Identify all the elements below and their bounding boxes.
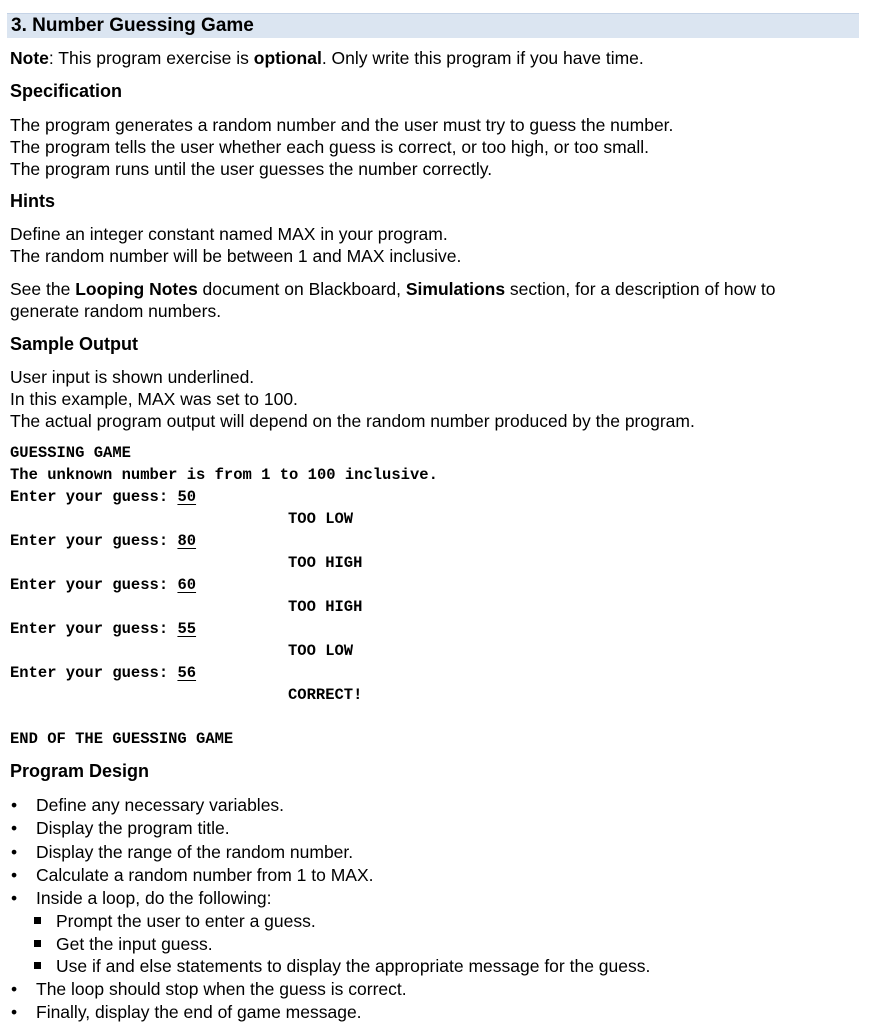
console-response: TOO LOW [288, 510, 354, 528]
list-item-text: Define any necessary variables. [36, 795, 285, 815]
list-item [10, 978, 407, 1000]
spec-line: The program generates a random number and the user must try to guess the number. [10, 115, 674, 135]
list-item-text: Display the range of the random number. [36, 842, 354, 862]
sub-list-item-text: Get the input guess. [56, 934, 213, 954]
note-paragraph [10, 47, 644, 69]
bullet-icon: • [11, 888, 18, 908]
bullet-icon: • [11, 865, 18, 885]
sub-list-item-text: Use if and else statements to display the appropriate message for the guess. [56, 956, 651, 976]
user-input: 55 [177, 620, 197, 638]
section-title: 3. Number Guessing Game [11, 15, 254, 36]
list-item [10, 817, 230, 839]
console-response: TOO HIGH [288, 554, 363, 572]
sample-output-heading: Sample Output [10, 334, 139, 354]
console-prompt [10, 663, 196, 683]
spec-line: The program runs until the user guesses the number correctly. [10, 159, 493, 179]
list-item-text: Inside a loop, do the following: [36, 888, 272, 908]
sub-list-item [34, 933, 213, 955]
bullet-icon: • [11, 979, 18, 999]
console-prompt [10, 531, 196, 551]
program-design-heading: Program Design [10, 761, 150, 781]
sample-line: In this example, MAX was set to 100. [10, 389, 298, 409]
user-input: 80 [177, 532, 197, 550]
console-prompt [10, 619, 196, 639]
sub-list-item [34, 955, 650, 977]
prompt-text: Enter your guess: [10, 532, 178, 550]
see-text-2: document on Blackboard, [197, 279, 406, 299]
list-item [10, 887, 271, 909]
see-text-3: section, for a description of how to [505, 279, 776, 299]
specification-heading: Specification [10, 81, 123, 101]
spec-line: The program tells the user whether each guess is correct, or too high, or too small. [10, 137, 650, 157]
section-title-bar [7, 13, 859, 38]
console-prompt [10, 575, 196, 595]
see-notes-line [10, 278, 775, 300]
sub-list-item-text: Prompt the user to enter a guess. [56, 911, 316, 931]
square-bullet-icon [34, 940, 41, 947]
prompt-text: Enter your guess: [10, 620, 178, 638]
list-item [10, 864, 374, 886]
list-item-text: Display the program title. [36, 818, 230, 838]
prompt-text: Enter your guess: [10, 576, 178, 594]
console-response: CORRECT! [288, 686, 363, 704]
hint-line: Define an integer constant named MAX in your program. [10, 224, 448, 244]
hint-line: The random number will be between 1 and MAX inclusive. [10, 246, 462, 266]
note-text-after: . Only write this program if you have time. [321, 48, 644, 68]
prompt-text: Enter your guess: [10, 664, 178, 682]
note-bold: optional [253, 48, 322, 68]
user-input: 60 [177, 576, 197, 594]
console-title: GUESSING GAME [10, 444, 131, 462]
console-prompt [10, 487, 196, 507]
console-response: TOO LOW [288, 642, 354, 660]
see-text-1: See the [10, 279, 76, 299]
list-item-text: The loop should stop when the guess is correct. [36, 979, 407, 999]
square-bullet-icon [34, 917, 41, 924]
see-notes-line-2: generate random numbers. [10, 301, 222, 321]
sample-line: User input is shown underlined. [10, 367, 255, 387]
console-range: The unknown number is from 1 to 100 inclusive. [10, 466, 438, 484]
bullet-icon: • [11, 818, 18, 838]
simulations-ref: Simulations [405, 279, 506, 299]
note-label: Note [10, 48, 49, 68]
list-item-text: Calculate a random number from 1 to MAX. [36, 865, 374, 885]
list-item [10, 794, 284, 816]
console-end: END OF THE GUESSING GAME [10, 730, 234, 748]
note-text-before: : This program exercise is [48, 48, 254, 68]
bullet-icon: • [11, 795, 18, 815]
list-item-text: Finally, display the end of game message. [36, 1002, 362, 1022]
list-item [10, 841, 353, 863]
console-response: TOO HIGH [288, 598, 363, 616]
user-input: 50 [177, 488, 197, 506]
square-bullet-icon [34, 962, 41, 969]
list-item [10, 1001, 362, 1023]
hints-heading: Hints [10, 191, 55, 211]
looping-notes-ref: Looping Notes [75, 279, 198, 299]
bullet-icon: • [11, 842, 18, 862]
bullet-icon: • [11, 1002, 18, 1022]
user-input: 56 [177, 664, 197, 682]
sample-line: The actual program output will depend on the random number produced by the program. [10, 411, 695, 431]
sub-list-item [34, 910, 316, 932]
prompt-text: Enter your guess: [10, 488, 178, 506]
